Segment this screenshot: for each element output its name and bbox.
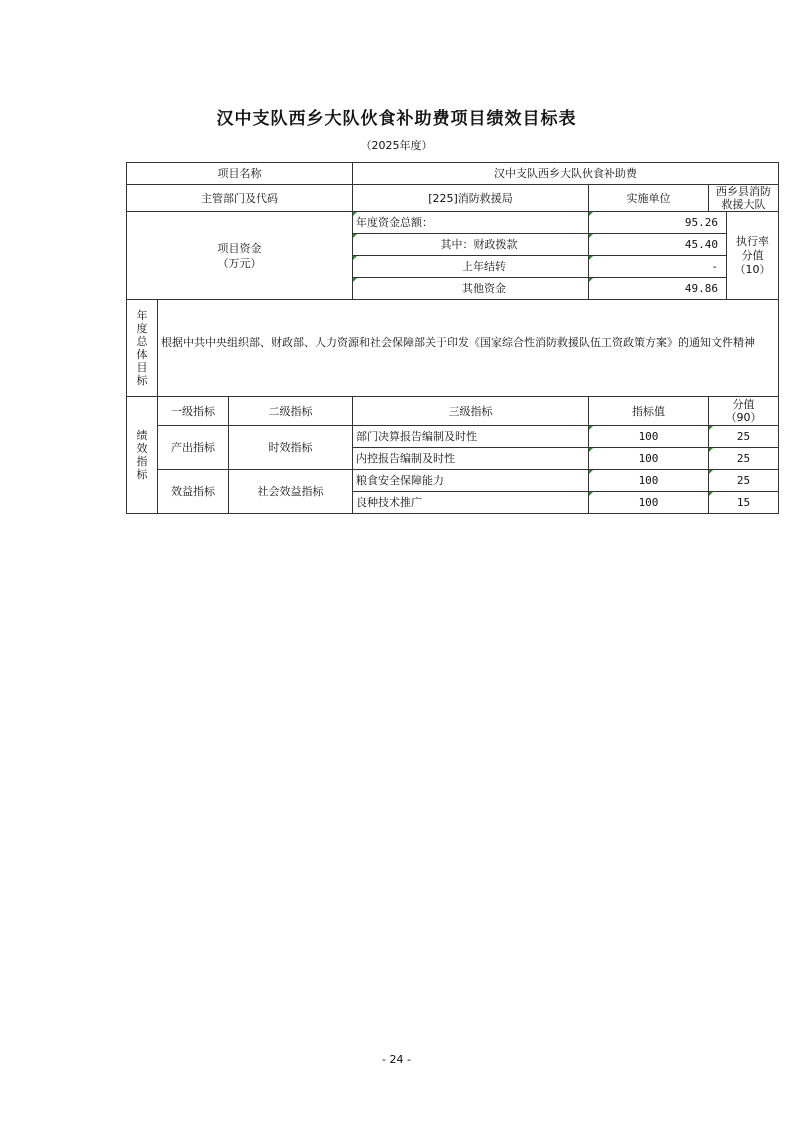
indicator-value: 100 [589, 492, 709, 514]
header-level3: 三级指标 [353, 397, 589, 426]
header-value: 指标值 [589, 397, 709, 426]
annual-total-value: 95.26 [589, 212, 727, 234]
other-funds-label: 其他资金 [353, 278, 589, 300]
performance-goal-table [126, 162, 779, 514]
document-subtitle: （2025年度） [360, 139, 433, 152]
indicator-score: 15 [709, 492, 779, 514]
indicator-score: 25 [709, 448, 779, 470]
carryover-label: 上年结转 [353, 256, 589, 278]
fiscal-allocation-label: 其中：财政拨款 [353, 234, 589, 256]
carryover-value: - [589, 256, 727, 278]
indicator-level2: 社会效益指标 [229, 470, 353, 514]
indicator-level1: 产出指标 [158, 426, 229, 470]
execution-rate-score: 执行率 分值 （10） [727, 212, 779, 300]
document-title: 汉中支队西乡大队伙食补助费项目绩效目标表 [216, 109, 577, 129]
indicator-value: 100 [589, 448, 709, 470]
fiscal-allocation-value: 45.40 [589, 234, 727, 256]
page-number: - 24 - [382, 1053, 411, 1066]
implementing-unit-label: 实施单位 [589, 185, 709, 212]
indicator-level3: 部门决算报告编制及时性 [353, 426, 589, 448]
funds-total-row [127, 212, 779, 234]
project-funds-label: 项目资金 （万元） [127, 212, 353, 300]
header-level1: 一级指标 [158, 397, 229, 426]
indicator-level1: 效益指标 [158, 470, 229, 514]
annual-goal-row [127, 300, 779, 397]
header-score: 分值 （90） [709, 397, 779, 426]
indicator-row [127, 426, 779, 448]
header-level2: 二级指标 [229, 397, 353, 426]
indicator-header-row [127, 397, 779, 426]
project-name-value: 汉中支队西乡大队伙食补助费 [353, 163, 779, 185]
indicator-score: 25 [709, 470, 779, 492]
project-name-row [127, 163, 779, 185]
indicator-level3: 良种技术推广 [353, 492, 589, 514]
annual-total-label: 年度资金总额： [353, 212, 589, 234]
indicators-section-label: 绩 效 指 标 [127, 397, 158, 514]
indicator-row [127, 470, 779, 492]
indicator-level3: 粮食安全保障能力 [353, 470, 589, 492]
other-funds-value: 49.86 [589, 278, 727, 300]
implementing-unit-value: 西乡县消防救援大队 [709, 185, 779, 212]
annual-goal-label: 年 度 总 体 目 标 [127, 300, 158, 397]
indicator-level2: 时效指标 [229, 426, 353, 470]
indicator-value: 100 [589, 426, 709, 448]
project-name-label: 项目名称 [127, 163, 353, 185]
department-row [127, 185, 779, 212]
indicator-value: 100 [589, 470, 709, 492]
annual-goal-text: 根据中共中央组织部、财政部、人力资源和社会保障部关于印发《国家综合性消防救援队伍工资政策方案》的通知文件精神 [158, 300, 779, 397]
department-label: 主管部门及代码 [127, 185, 353, 212]
department-value: [225]消防救援局 [353, 185, 589, 212]
indicator-score: 25 [709, 426, 779, 448]
indicator-level3: 内控报告编制及时性 [353, 448, 589, 470]
